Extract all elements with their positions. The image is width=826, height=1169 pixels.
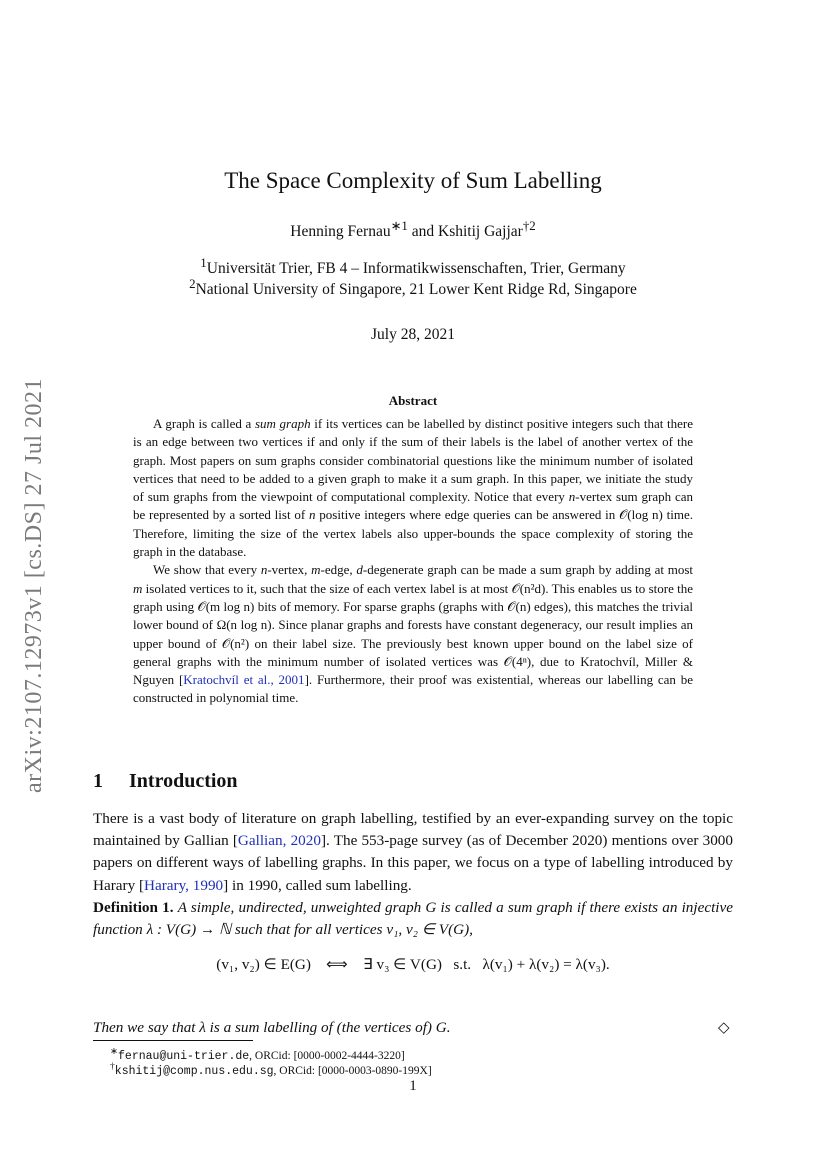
abstract-body <box>133 415 693 708</box>
math-expr: Ω(n log n) <box>216 617 272 633</box>
abstract-paragraph-2 <box>133 561 693 707</box>
text-run: ]. The 553-page survey (as of December 2020) mentions over 3000 papers on different ways of labelling graphs. In this paper, we focus on a type of labelling introduced by Harary [ <box>93 832 733 894</box>
math-m: m <box>311 562 321 578</box>
arxiv-stamp-text: arXiv:2107.12973v1 [cs.DS] 27 Jul 2021 <box>20 377 47 793</box>
section-heading <box>93 770 238 793</box>
citation-link-harary[interactable]: Harary, 1990 <box>144 876 224 894</box>
text-run: isolated vertices to it, such that the size of each vertex label is at most <box>142 580 512 596</box>
math-expr: 𝒪(4ⁿ) <box>503 653 532 669</box>
affiliation-2-text: National University of Singapore, 21 Lower Kent Ridge Rd, Singapore <box>195 281 637 299</box>
display-equation: (v₁, v₂) ∈ E(G) ⟺ ∃ v₃ ∈ V(G) s.t. λ(v₁) + λ(v₂) = λ(v₃). <box>216 956 610 973</box>
section-number: 1 <box>93 770 103 792</box>
text-run: -vertex sum graph can be represented by a sorted list of <box>133 489 693 523</box>
arxiv-stamp <box>20 350 48 820</box>
math-expr: 𝒪(log n) <box>619 507 663 523</box>
math-n: n <box>568 489 576 505</box>
math-expr: 𝒪(m log n) <box>197 598 255 614</box>
text-run: -degenerate graph can be made a sum graph by adding at most <box>362 562 693 578</box>
text-run: edges), this matches the trivial lower bound of <box>133 598 693 633</box>
affiliation-1 <box>0 255 826 278</box>
abstract-heading: Abstract <box>388 393 438 408</box>
footnote-2 <box>110 1061 432 1078</box>
affiliation-1-text: Universität Trier, FB 4 – Informatikwissenschaften, Trier, Germany <box>206 260 626 278</box>
text-run: -edge, <box>320 562 357 578</box>
text-run: if its vertices can be labelled by distinct positive integers such that there is an edge between two vertices if and only if the sum of their labels is the label of another vertex of the graph. Most papers on sum graphs consider combinatorial questions like the minimum number of isolated vertices that need to be added to a given graph to make it a sum graph. In this paper, we initiate the study of sum graphs from the viewpoint of computational complexity. Notice that every <box>133 416 693 505</box>
math-d: d <box>356 562 363 578</box>
end-of-definition-icon: ◇ <box>718 1018 730 1036</box>
paper-title: The Space Complexity of Sum Labelling <box>224 168 602 193</box>
text-run: . This enables us to store the graph using <box>133 580 694 614</box>
footnote-2-mark: † <box>110 1061 115 1072</box>
footnote-rule <box>93 1040 253 1041</box>
author-2-mark: †2 <box>522 218 536 233</box>
author-line <box>0 218 826 241</box>
text-run: . Since planar graphs and forests have constant degeneracy, our result implies an upper bound of <box>133 617 694 651</box>
text-run: bits of memory. For sparse graphs (graphs with <box>254 598 508 614</box>
math-m: m <box>133 580 143 596</box>
term-sum-graph: sum graph <box>254 416 311 431</box>
text-run: positive integers where edge queries can be answered in <box>315 507 620 523</box>
text-run: ] in 1990, called sum labelling. <box>223 876 412 894</box>
text-run: , due to Kratochvíl, Miller & Nguyen [ <box>133 653 693 688</box>
definition-conclusion: Then we say that λ is a sum labelling of (the vertices of) G. <box>93 1019 451 1036</box>
text-run: ]. Furthermore, their proof was existential, whereas our labelling can be constructed in polynomial time. <box>133 672 693 706</box>
author-and: and <box>411 223 435 241</box>
footnote-1-orcid: , ORCid: [0000-0002-4444-3220] <box>249 1049 405 1062</box>
affiliation-2 <box>0 276 826 299</box>
paper-date: July 28, 2021 <box>371 326 455 343</box>
author-1-name: Henning Fernau <box>290 223 391 241</box>
citation-link-kratochvil[interactable]: Kratochvíl et al., 2001 <box>183 672 305 688</box>
author-2-name: Kshitij Gajjar <box>438 223 523 241</box>
section-title: Introduction <box>129 770 238 792</box>
citation-link-gallian[interactable]: Gallian, 2020 <box>237 832 321 850</box>
text-run: on their label size. The previously best known upper bound on the label size of general graphs with the minimum number of isolated vertices was <box>133 635 693 669</box>
footnote-1-mark: ∗ <box>110 1046 119 1057</box>
definition-block <box>93 897 733 941</box>
text-run: There is a vast body of literature on graph labelling, testified by an ever-expanding survey on the topic maintained by Gallian [ <box>93 810 733 850</box>
math-expr: 𝒪(n) <box>507 598 531 614</box>
math-n: n <box>260 562 268 578</box>
text-run: time. Therefore, limiting the size of the vertex labels also upper-bounds the space complexity of storing the graph in the database. <box>133 507 694 560</box>
footnote-1-email: fernau@uni-trier.de <box>118 1049 250 1063</box>
author-1-mark: ∗1 <box>390 218 408 233</box>
text-run: We show that every <box>153 562 261 578</box>
math-n: n <box>309 507 316 523</box>
page-number: 1 <box>409 1078 417 1094</box>
definition-label: Definition 1. <box>93 899 174 916</box>
math-expr: 𝒪(n²) <box>221 635 250 651</box>
math-expr: 𝒪(n²d) <box>511 580 546 596</box>
definition-text: A simple, undirected, unweighted graph G is called a sum graph if there exists an injective function λ : V(G) → ℕ such that for all vertices v₁, v₂ ∈ V(G), <box>93 899 734 939</box>
abstract-paragraph-1 <box>133 415 693 561</box>
affiliation-1-mark: 1 <box>200 255 207 270</box>
affiliation-2-mark: 2 <box>189 276 196 291</box>
footnote-2-email: kshitij@comp.nus.edu.sg <box>114 1064 274 1078</box>
text-run: A graph is called a <box>153 416 255 431</box>
footnote-2-orcid: , ORCid: [0000-0003-0890-199X] <box>273 1064 432 1077</box>
intro-paragraph <box>93 808 733 897</box>
text-run: -vertex, <box>267 562 312 578</box>
